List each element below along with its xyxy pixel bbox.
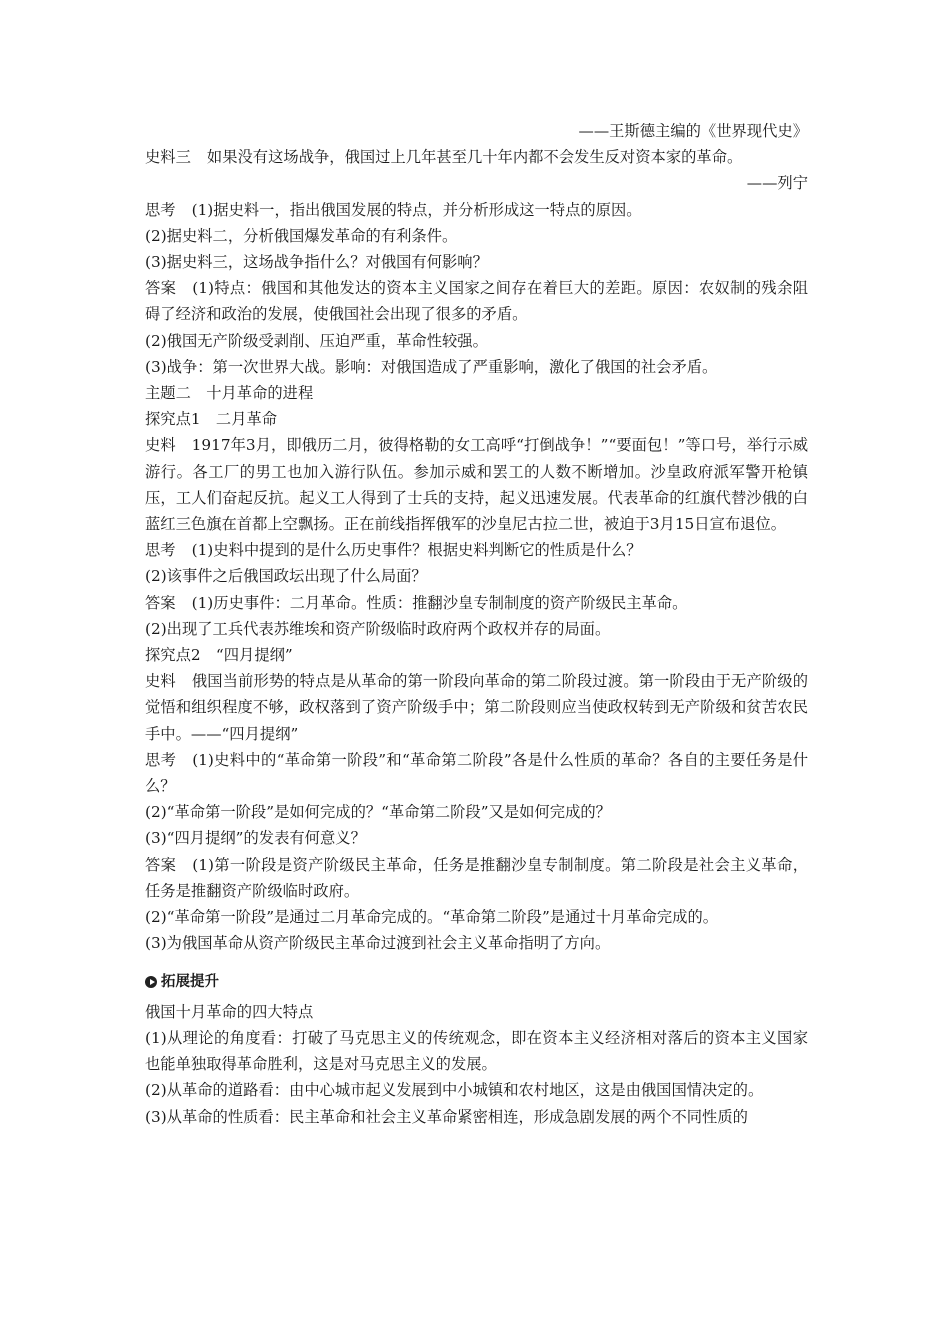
- think-label: 思考: [145, 541, 176, 560]
- source-label: 史料: [145, 436, 176, 455]
- source-text: 俄国当前形势的特点是从革命的第一阶段向革命的第二阶段过渡。第一阶段由于无产阶级的觉悟和组织程度不够，政权落到了资产阶级手中；第二阶段则应当使政权转到无产阶级和贫苦农民手中。——“四月提纲”: [145, 672, 808, 743]
- topic1-answer-3: (3)战争：第一次世界大战。影响：对俄国造成了严重影响，激化了俄国的社会矛盾。: [145, 357, 718, 376]
- extension-item-2: (2)从革命的道路看：由中心城市起义发展到中小城镇和农村地区，这是由俄国国情决定的。: [145, 1081, 764, 1100]
- question-text: (1)史料中提到的是什么历史事件？根据史料判断它的性质是什么？: [191, 541, 642, 560]
- question-text: (1)据史料一，指出俄国发展的特点，并分析形成这一特点的原因。: [191, 200, 642, 219]
- point1-answer-2: (2)出现了工兵代表苏维埃和资产阶级临时政府两个政权并存的局面。: [145, 619, 611, 638]
- point2-answer-1: [145, 852, 808, 904]
- extension-item-3: (3)从革命的性质看：民主革命和社会主义革命紧密相连，形成急剧发展的两个不同性质的: [145, 1107, 748, 1126]
- answer-text: (1)特点：俄国和其他发达的资本主义国家之间存在着巨大的差距。原因：农奴制的残余阻碍了经济和政治的发展，使俄国社会出现了很多的矛盾。: [145, 279, 808, 324]
- answer-label: 答案: [145, 279, 177, 298]
- source3-text: 如果没有这场战争，俄国过上几年甚至几十年内都不会发生反对资本家的革命。: [206, 148, 743, 167]
- answer-text: (1)历史事件：二月革命。性质：推翻沙皇专制制度的资产阶级民主革命。: [191, 593, 688, 612]
- point2-answer-2: (2)“革命第一阶段”是通过二月革命完成的。“革命第二阶段”是通过十月革命完成的。: [145, 908, 719, 927]
- document-page: [145, 118, 808, 1130]
- source1-attribution: ——王斯德主编的《世界现代史》: [578, 122, 808, 140]
- topic1-answer-2: (2)俄国无产阶级受剥削、压迫严重，革命性较强。: [145, 331, 488, 350]
- source-label: 史料: [145, 672, 176, 691]
- point2-question-2: (2)“革命第一阶段”是如何完成的？“革命第二阶段”又是如何完成的？: [145, 803, 611, 822]
- think-label: 思考: [145, 200, 176, 219]
- point1-title: 探究点1 二月革命: [145, 410, 278, 429]
- point1-question-2: (2)该事件之后俄国政坛出现了什么局面？: [145, 567, 427, 586]
- answer-label: 答案: [145, 855, 177, 874]
- point1-answer-1: [145, 590, 808, 616]
- source-text: 1917年3月，即俄历二月，彼得格勒的女工高呼“打倒战争！”“要面包！”等口号，举行示威游行。各工厂的男工也加入游行队伍。参加示威和罢工的人数不断增加。沙皇政府派军警开枪镇压，工人们奋起反抗。起义工人得到了士兵的支持，起义迅速发展。代表革命的红旗代替沙俄的白蓝红三色旗在首都上空飘扬。正在前线指挥俄军的沙皇尼古拉二世，被迫于3月15日宣布退位。: [145, 436, 808, 534]
- topic1-question-3: (3)据史料三，这场战争指什么？对俄国有何影响？: [145, 253, 488, 272]
- source3-attribution: ——列宁: [746, 174, 808, 193]
- point2-question-3: (3)“四月提纲”的发表有何意义？: [145, 829, 366, 848]
- point1-source: [145, 432, 808, 537]
- question-text: (1)史料中的“革命第一阶段”和“革命第二阶段”各是什么性质的革命？各自的主要任务是什么？: [145, 750, 808, 796]
- think-label: 思考: [145, 750, 177, 769]
- extension-heading-text: 拓展提升: [161, 973, 219, 990]
- point2-title: 探究点2 “四月提纲”: [145, 646, 293, 665]
- point2-question-1: [145, 747, 808, 799]
- extension-title: 俄国十月革命的四大特点: [145, 1002, 314, 1021]
- extension-item-1: (1)从理论的角度看：打破了马克思主义的传统观念，即在资本主义经济相对落后的资本主义国家也能单独取得革命胜利，这是对马克思主义的发展。: [145, 1028, 808, 1074]
- extension-section-heading: [145, 969, 808, 995]
- topic1-question-1: [145, 197, 808, 223]
- point2-answer-3: (3)为俄国革命从资产阶级民主革命过渡到社会主义革命指明了方向。: [145, 934, 611, 953]
- point2-source: [145, 668, 808, 747]
- answer-text: (1)第一阶段是资产阶级民主革命，任务是推翻沙皇专制制度。第二阶段是社会主义革命，任务是推翻资产阶级临时政府。: [145, 855, 808, 900]
- topic1-question-2: (2)据史料二，分析俄国爆发革命的有利条件。: [145, 226, 458, 245]
- play-circle-icon: [145, 976, 157, 988]
- source3-label: 史料三: [145, 148, 191, 167]
- topic1-answer-1: [145, 275, 808, 327]
- answer-label: 答案: [145, 593, 176, 612]
- point1-question-1: [145, 537, 808, 563]
- source3-paragraph: [145, 144, 808, 170]
- topic2-title: 主题二 十月革命的进程: [145, 384, 314, 403]
